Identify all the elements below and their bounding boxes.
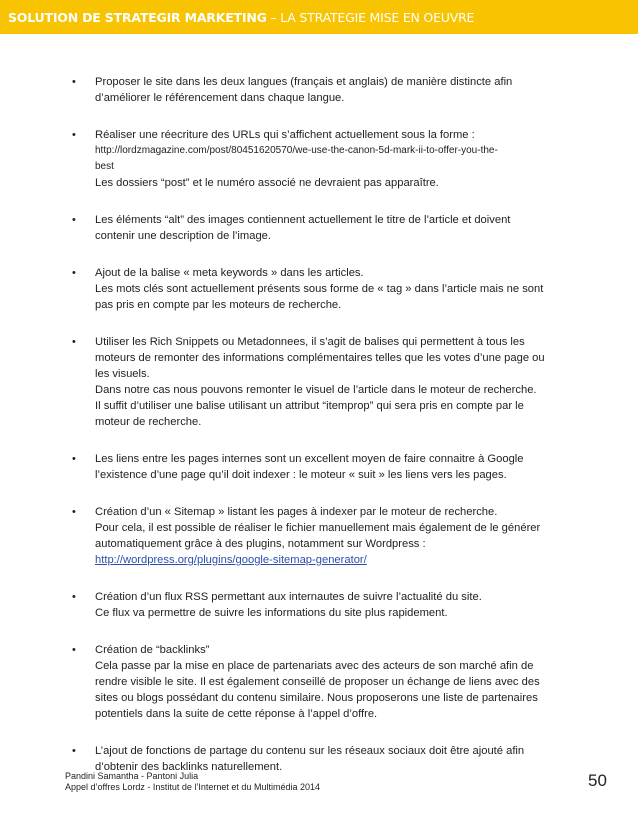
- item-text: Création d’un flux RSS permettant aux internautes de suivre l’actualité du site.: [95, 591, 482, 603]
- item-text: d’obtenir des backlinks naturellement.: [95, 761, 283, 773]
- item-text: Les mots clés sont actuellement présents sous forme de « tag » dans l’article mais ne sont: [95, 283, 544, 295]
- sitemap-plugin-link[interactable]: http://wordpress.org/plugins/google-sitemap-generator/: [95, 554, 367, 566]
- item-text: Cela passe par la mise en place de partenariats avec des acteurs de son marché afin de: [95, 660, 534, 672]
- item-text: contenir une description de l’image.: [95, 230, 271, 242]
- item-text: moteur de recherche.: [95, 416, 202, 428]
- item-text: sites ou blogs possédant du contenu similaire. Nous proposerons une liste de partenaires: [95, 692, 538, 704]
- url-example-cont: best: [95, 161, 114, 172]
- list-item: [72, 74, 565, 106]
- item-text: pas pris en compte par les moteurs de recherche.: [95, 299, 342, 311]
- item-text: potentiels dans la suite de cette réponse à l’appel d’offre.: [95, 708, 378, 720]
- item-text: Proposer le site dans les deux langues (français et anglais) de manière distincte afin: [95, 76, 513, 88]
- item-text: Utiliser les Rich Snippets ou Metadonnees, il s’agit de balises qui permettent à tous les: [95, 336, 525, 348]
- header-title: [8, 10, 474, 25]
- bullet: •: [72, 267, 76, 279]
- url-example: http://lordzmagazine.com/post/80451620570/we-use-the-canon-5d-mark-ii-to-offer-you-the-: [95, 145, 498, 156]
- item-text: d’améliorer le référencement dans chaque langue.: [95, 92, 345, 104]
- item-text: Création de “backlinks”: [95, 644, 210, 656]
- item-text: Les éléments “alt” des images contiennent actuellement le titre de l’article et doivent: [95, 214, 511, 226]
- list-item: [72, 504, 565, 568]
- header-title-rest: – LA STRATEGIE MISE EN OEUVRE: [266, 10, 475, 25]
- header-title-bold: SOLUTION DE STRATEGIR MARKETING: [8, 10, 267, 25]
- item-text: Les dossiers “post” et le numéro associé ne devraient pas apparaître.: [95, 177, 439, 189]
- item-text: rendre visible le site. Il est également conseillé de proposer un échange de liens avec des: [95, 676, 540, 688]
- list-item: [72, 127, 565, 191]
- list-item: [72, 451, 565, 483]
- item-text: Ce flux va permettre de suivre les informations du site plus rapidement.: [95, 607, 448, 619]
- bullet: •: [72, 506, 76, 518]
- bullet: •: [72, 76, 76, 88]
- item-text: Pour cela, il est possible de réaliser le fichier manuellement mais également de le générer: [95, 522, 541, 534]
- item-text: automatiquement grâce à des plugins, notamment sur Wordpress :: [95, 538, 426, 550]
- item-text: Dans notre cas nous pouvons remonter le visuel de l’article dans le moteur de recherche.: [95, 384, 537, 396]
- bullet: •: [72, 336, 76, 348]
- item-text: Les liens entre les pages internes sont un excellent moyen de faire connaitre à Google: [95, 453, 524, 465]
- item-text: l’existence d’une page qu’il doit indexer : le moteur « suit » les liens vers les pages.: [95, 469, 507, 481]
- footer: [65, 771, 320, 793]
- bullet: •: [72, 453, 76, 465]
- bullet: •: [72, 214, 76, 226]
- bullet: •: [72, 745, 76, 757]
- item-text: moteurs de remonter des informations complémentaires telles que les votes d’une page ou: [95, 352, 545, 364]
- page-number: 50: [588, 771, 607, 790]
- item-text: les visuels.: [95, 368, 150, 380]
- list-item: [72, 265, 565, 313]
- footer-context: Appel d’offres Lordz - Institut de l’Internet et du Multimédia 2014: [65, 782, 320, 792]
- footer-authors: Pandini Samantha - Pantoni Julia: [65, 771, 199, 781]
- bullet: •: [72, 129, 76, 141]
- item-text: Création d’un « Sitemap » listant les pages à indexer par le moteur de recherche.: [95, 506, 498, 518]
- item-text: L’ajout de fonctions de partage du contenu sur les réseaux sociaux doit être ajouté afin: [95, 745, 525, 757]
- bullet: •: [72, 644, 76, 656]
- list-item: [72, 212, 565, 244]
- list-item: [72, 642, 565, 722]
- item-text: Il suffit d’utiliser une balise utilisant un attribut “itemprop” qui sera pris en compte par le: [95, 400, 524, 412]
- item-text: Réaliser une réecriture des URLs qui s’affichent actuellement sous la forme :: [95, 129, 475, 141]
- list-item: [72, 589, 565, 621]
- header-bar: [0, 0, 638, 34]
- list-item: [72, 334, 565, 430]
- item-text: Ajout de la balise « meta keywords » dans les articles.: [95, 267, 364, 279]
- recommendation-list: [72, 74, 565, 796]
- bullet: •: [72, 591, 76, 603]
